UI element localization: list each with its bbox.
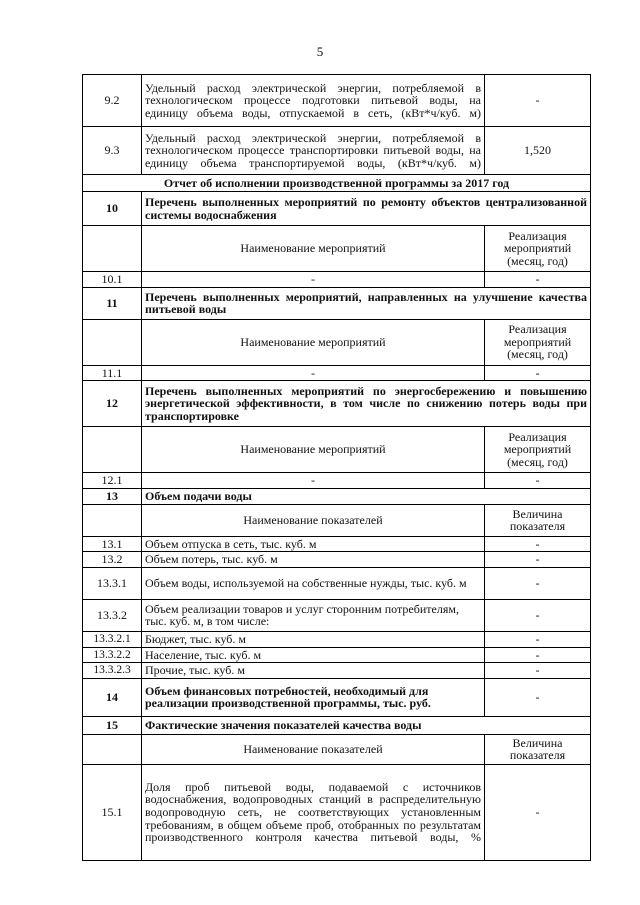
- section-number: 13: [83, 488, 142, 504]
- column-header: Величина показателя: [485, 734, 591, 764]
- row-number: 9.3: [83, 127, 142, 175]
- section-title: Объем финансовых потребностей, необходимый для реализации производственной программы, тыс. руб.: [142, 678, 485, 716]
- row-value: -: [485, 663, 591, 679]
- table-row: [83, 764, 591, 860]
- table-row: [83, 536, 591, 552]
- row-value: -: [485, 552, 591, 568]
- table-row: [83, 663, 591, 679]
- row-number: 15.1: [83, 764, 142, 860]
- row-number: 13.3.2: [83, 599, 142, 631]
- section-number: 10: [83, 192, 142, 226]
- row-description: Доля проб питьевой воды, подаваемой с источников водоснабжения, водопроводных станций в распределительную водопроводную сеть, не соответствующих установленным требованиям, в общем объеме проб, отобранных по результатам производственного контроля качества питьевой воды, %: [142, 764, 485, 860]
- row-value: -: [485, 647, 591, 663]
- row-value: -: [485, 75, 591, 127]
- row-description: Объем воды, используемой на собственные нужды, тыс. куб. м: [142, 567, 485, 599]
- row-description: -: [142, 365, 485, 381]
- section-title: Фактические значения показателей качества воды: [142, 716, 591, 734]
- table-row: [83, 599, 591, 631]
- table-row: [83, 192, 591, 226]
- table-row: [83, 567, 591, 599]
- row-value: -: [485, 764, 591, 860]
- row-value: -: [485, 678, 591, 716]
- page-number: 5: [316, 44, 324, 59]
- table-row: [83, 127, 591, 175]
- column-header: Величина показателя: [485, 504, 591, 536]
- column-header: Наименование показателей: [142, 734, 485, 764]
- row-description: Удельный расход электрической энергии, потребляемой в технологическом процессе транспортировки питьевой воды, на единицу объема транспортируемой воды, (кВт*ч/куб. м): [142, 127, 485, 175]
- row-description: Прочие, тыс. куб. м: [142, 663, 485, 679]
- section-number: 15: [83, 716, 142, 734]
- table-row: [83, 287, 591, 319]
- column-header: Наименование показателей: [142, 504, 485, 536]
- table-row: [83, 381, 591, 427]
- table-row: [83, 647, 591, 663]
- row-number: 13.3.2.1: [83, 631, 142, 647]
- table-row: [83, 175, 591, 192]
- row-description: Население, тыс. куб. м: [142, 647, 485, 663]
- table-row: [83, 319, 591, 365]
- row-value: -: [485, 631, 591, 647]
- section-title: Перечень выполненных мероприятий, направленных на улучшение качества питьевой воды: [142, 287, 591, 319]
- row-number: 12.1: [83, 473, 142, 489]
- table-row: [83, 504, 591, 536]
- table-row: [83, 75, 591, 127]
- table-row: [83, 678, 591, 716]
- section-title: Объем подачи воды: [142, 488, 591, 504]
- row-value: -: [485, 365, 591, 381]
- row-number: 13.1: [83, 536, 142, 552]
- row-number: 13.3.2.2: [83, 647, 142, 663]
- section-number: 11: [83, 287, 142, 319]
- table-row: [83, 272, 591, 288]
- row-value: -: [485, 473, 591, 489]
- row-number: 13.2: [83, 552, 142, 568]
- row-value: 1,520: [485, 127, 591, 175]
- row-number: 13.3.1: [83, 567, 142, 599]
- table-row: [83, 427, 591, 473]
- data-table: [82, 74, 591, 861]
- row-description: Объем реализации товаров и услуг сторонним потребителям, тыс. куб. м, в том числе:: [142, 599, 485, 631]
- table-row: [83, 716, 591, 734]
- column-header: Наименование мероприятий: [142, 226, 485, 272]
- section-title: Перечень выполненных мероприятий по ремонту объектов централизованной системы водоснабжения: [142, 192, 591, 226]
- row-number: 9.2: [83, 75, 142, 127]
- row-value: -: [485, 599, 591, 631]
- table-row: [83, 631, 591, 647]
- row-number: 13.3.2.3: [83, 663, 142, 679]
- column-header: Реализация мероприятий (месяц, год): [485, 226, 591, 272]
- column-header: Наименование мероприятий: [142, 427, 485, 473]
- row-description: Объем отпуска в сеть, тыс. куб. м: [142, 536, 485, 552]
- section-number: 12: [83, 381, 142, 427]
- table-row: [83, 552, 591, 568]
- table-row: [83, 365, 591, 381]
- row-description: -: [142, 272, 485, 288]
- row-value: -: [485, 536, 591, 552]
- row-value: -: [485, 567, 591, 599]
- table-row: [83, 226, 591, 272]
- row-description: Бюджет, тыс. куб. м: [142, 631, 485, 647]
- section-number: 14: [83, 678, 142, 716]
- report-title: Отчет об исполнении производственной программы за 2017 год: [83, 175, 591, 192]
- column-header: Реализация мероприятий (месяц, год): [485, 319, 591, 365]
- table-row: [83, 734, 591, 764]
- row-description: Объем потерь, тыс. куб. м: [142, 552, 485, 568]
- section-title: Перечень выполненных мероприятий по энергосбережению и повышению энергетической эффективности, в том числе по снижению потерь воды при транспортировке: [142, 381, 591, 427]
- column-header: Реализация мероприятий (месяц, год): [485, 427, 591, 473]
- table-row: [83, 473, 591, 489]
- table-row: [83, 488, 591, 504]
- row-number: 11.1: [83, 365, 142, 381]
- row-description: -: [142, 473, 485, 489]
- row-value: -: [485, 272, 591, 288]
- row-number: 10.1: [83, 272, 142, 288]
- row-description: Удельный расход электрической энергии, потребляемой в технологическом процессе подготовки питьевой воды, на единицу объема воды, отпускаемой в сеть, (кВт*ч/куб. м): [142, 75, 485, 127]
- column-header: Наименование мероприятий: [142, 319, 485, 365]
